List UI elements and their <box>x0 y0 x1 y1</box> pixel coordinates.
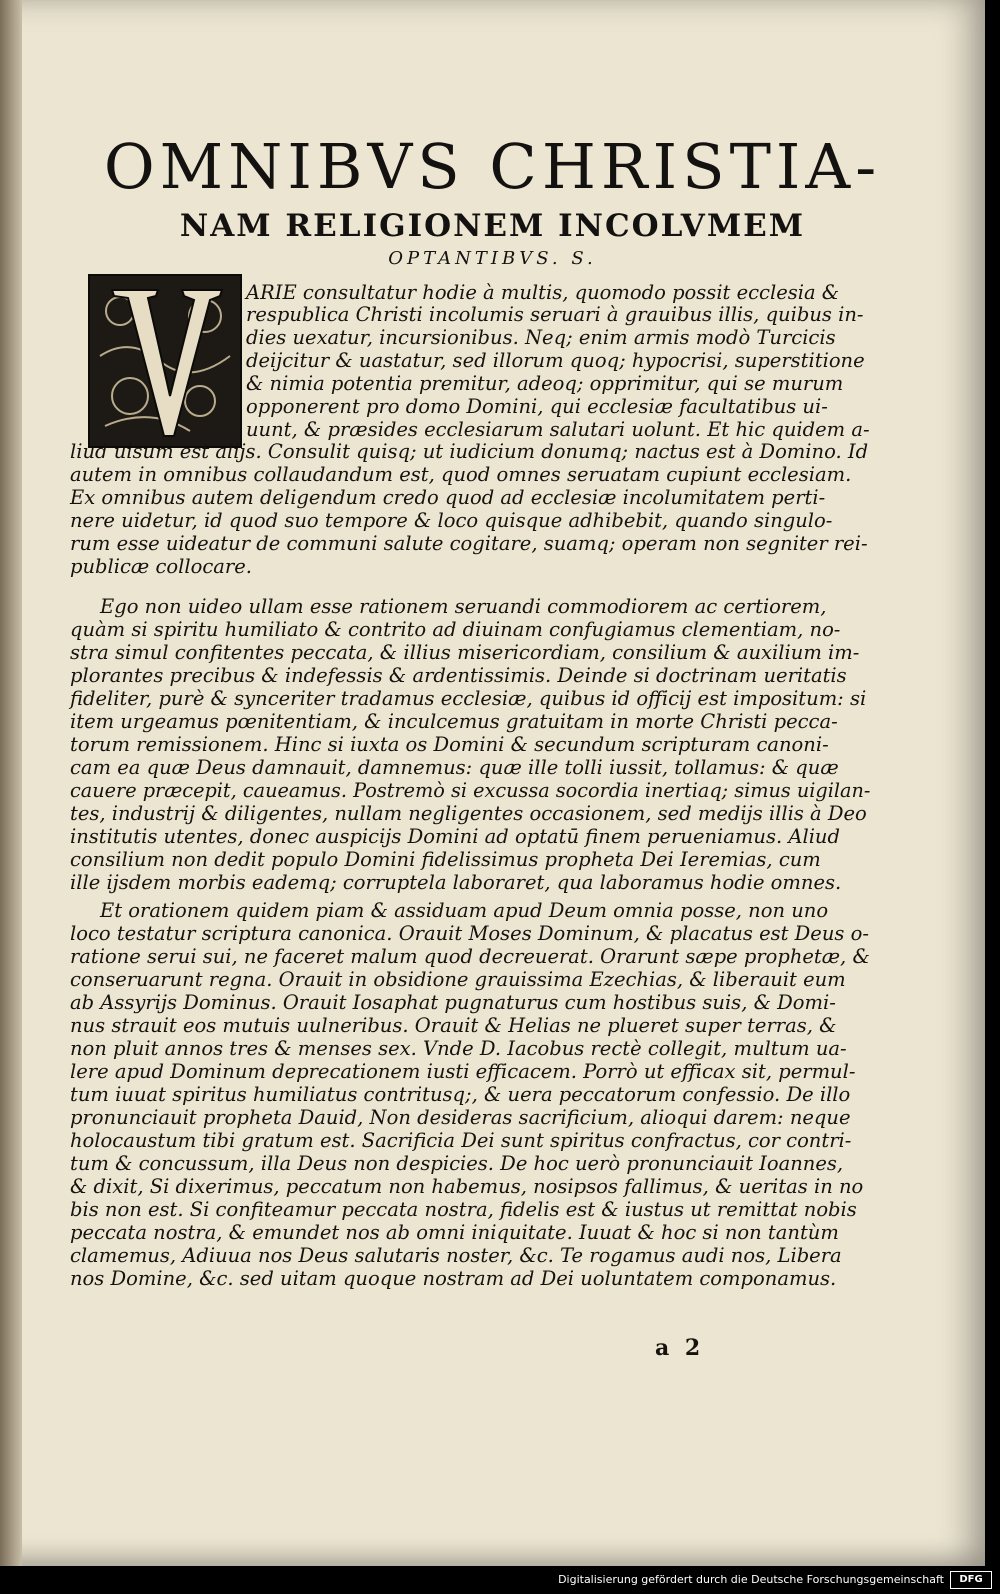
text-line: bis non est. Si confiteamur peccata nostra, fidelis est & iustus ut remittat nobis <box>70 1198 857 1221</box>
heading-line-2: NAM RELIGIONEM INCOLVMEM <box>179 208 806 244</box>
text-line: uunt, & præsides ecclesiarum salutari uolunt. Et hic quidem a- <box>246 418 870 441</box>
text-line: rum esse uideatur de communi salute cogitare, suamq; operam non segniter rei- <box>70 532 868 555</box>
text-line: peccata nostra, & emundet nos ab omni iniquitate. Iuuat & hoc si non tantùm <box>70 1221 839 1244</box>
text-line: item urgeamus pœnitentiam, & inculcemus gratuitam in morte Christi pecca- <box>70 710 838 733</box>
text-line: tes, industrij & diligentes, nullam negligentes occasionem, sed medijs illis à Deo <box>70 802 867 825</box>
text-line: nere uidetur, id quod suo tempore & loco quisque adhibebit, quando singulo- <box>70 509 833 532</box>
text-line: Ego non uideo ullam esse rationem seruandi commodiorem ac certiorem, <box>100 595 827 618</box>
text-line: loco testatur scriptura canonica. Orauit Moses Dominum, & placatus est Deus o- <box>70 922 869 945</box>
text-line: Ex omnibus autem deligendum credo quod ad ecclesiæ incolumitatem perti- <box>70 486 826 509</box>
text-line: torum remissionem. Hinc si iuxta os Domini & secundum scripturam canoni- <box>70 733 829 756</box>
text-line: fideliter, purè & synceriter tradamus ecclesiæ, quibus id officij est impositum: si <box>70 687 867 710</box>
text-line: tum iuuat spiritus humiliatus contritusq;, & uera peccatorum confessio. De illo <box>70 1083 851 1106</box>
text-line: tum & concussum, illa Deus non despicies. De hoc uerò pronunciauit Ioannes, <box>70 1152 844 1175</box>
text-line: lere apud Dominum deprecationem iusti efficacem. Porrò ut efficax sit, permul- <box>70 1060 856 1083</box>
text-line: conseruarunt regna. Orauit in obsidione grauissima Ezechias, & liberauit eum <box>70 968 846 991</box>
text-line: consilium non dedit populo Domini fidelissimus propheta Dei Ieremias, cum <box>70 848 821 871</box>
text-line: respublica Christi incolumis seruari à grauibus illis, quibus in- <box>246 303 864 326</box>
text-line: institutis utentes, donec auspicijs Domini ad optatū finem perueniamus. Aliud <box>70 825 840 848</box>
text-line: nos Domine, &c. sed uitam quoque nostram ad Dei uoluntatem componamus. <box>70 1267 837 1290</box>
dfg-logo: DFG <box>950 1571 992 1589</box>
text-line: stra simul confitentes peccata, & illius misericordiam, consilium & auxilium im- <box>70 641 860 664</box>
page-signature: a 2 <box>655 1335 705 1361</box>
text-line: quàm si spiritu humiliato & contrito ad diuinam confugiamus clementiam, no- <box>70 618 841 641</box>
text-line: cam ea quæ Deus damnauit, damnemus: quæ ille tolli iussit, tollamus: & quæ <box>70 756 839 779</box>
text-line: ille ijsdem morbis eademq; corruptela laboraret, qua laboramus hodie omnes. <box>70 871 842 894</box>
text-line: pronunciauit propheta Dauid, Non desideras sacrificium, alioqui darem: neque <box>70 1106 851 1129</box>
text-line: non pluit annos tres & menses sex. Vnde D. Iacobus rectè collegit, multum ua- <box>70 1037 847 1060</box>
text-line: cauere præcepit, caueamus. Postremò si excussa socordia inertiaq; simus uigilan- <box>70 779 871 802</box>
decorated-initial-v <box>88 274 242 448</box>
heading-line-3: OPTANTIBVS. S. <box>388 248 597 269</box>
text-line: ratione serui sui, ne faceret malum quod decreuerat. Orarunt sæpe prophetæ, & <box>70 945 870 968</box>
text-line: opponerent pro domo Domini, qui ecclesiæ facultatibus ui- <box>246 395 828 418</box>
heading-line-1: OMNIBVS CHRISTIA- <box>103 130 882 203</box>
text-line: ab Assyrijs Dominus. Orauit Iosaphat pugnaturus cum hostibus suis, & Domi- <box>70 991 836 1014</box>
text-line: plorantes precibus & indefessis & ardentissimis. Deinde si doctrinam ueritatis <box>70 664 847 687</box>
text-line: Et orationem quidem piam & assiduam apud Deum omnia posse, non uno <box>100 899 829 922</box>
text-line: & dixit, Si dixerimus, peccatum non habemus, nosipsos fallimus, & ueritas in no <box>70 1175 864 1198</box>
text-line: holocaustum tibi gratum est. Sacrificia Dei sunt spiritus confractus, cor contri- <box>70 1129 852 1152</box>
text-line: ARIE consultatur hodie à multis, quomodo possit ecclesia & <box>246 281 840 304</box>
text-line: nus strauit eos mutuis uulneribus. Orauit & Helias ne plueret super terras, & <box>70 1014 837 1037</box>
text-line: dies uexatur, incursionibus. Neq; enim armis modò Turcicis <box>246 326 836 349</box>
text-line: autem in omnibus collaudandum est, quod omnes seruatam cupiunt ecclesiam. <box>70 463 852 486</box>
text-line: liud uisum est alijs. Consulit quisq; ut iudicium donumq; nactus est à Domino. Id <box>70 440 869 463</box>
text-line: publicæ collocare. <box>70 555 252 578</box>
text-line: clamemus, Adiuua nos Deus salutaris noster, &c. Te rogamus audi nos, Libera <box>70 1244 842 1267</box>
footer-credit: Digitalisierung gefördert durch die Deutsche Forschungsgemeinschaft <box>558 1573 944 1586</box>
footer-bar <box>0 1566 1000 1594</box>
text-line: & nimia potentia premitur, adeoq; opprimitur, qui se murum <box>246 372 844 395</box>
text-line: deijcitur & uastatur, sed illorum quoq; hypocrisi, superstitione <box>246 349 865 372</box>
